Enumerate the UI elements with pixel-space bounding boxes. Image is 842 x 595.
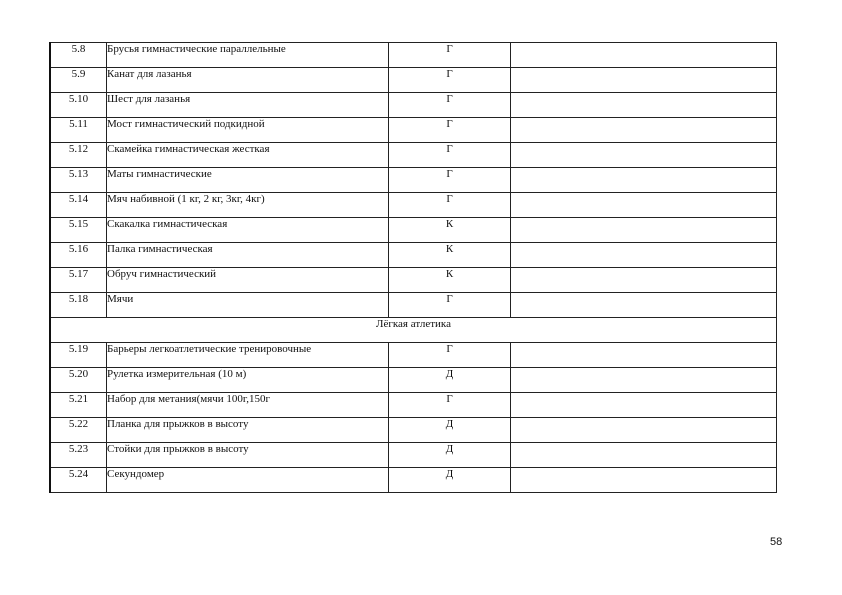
item-name: Обруч гимнастический	[107, 268, 389, 293]
table-row	[51, 43, 777, 68]
item-name: Брусья гимнастические параллельные	[107, 43, 389, 68]
table-row	[51, 143, 777, 168]
table-row	[51, 168, 777, 193]
row-number: 5.14	[51, 193, 107, 218]
notes-cell	[511, 93, 777, 118]
row-number: 5.20	[51, 368, 107, 393]
table-row	[51, 243, 777, 268]
item-name: Скакалка гимнастическая	[107, 218, 389, 243]
notes-cell	[511, 118, 777, 143]
table-row	[51, 343, 777, 368]
notes-cell	[511, 68, 777, 93]
row-number: 5.13	[51, 168, 107, 193]
row-number: 5.23	[51, 443, 107, 468]
item-name: Шест для лазанья	[107, 93, 389, 118]
item-name: Набор для метания(мячи 100г,150г	[107, 393, 389, 418]
item-name: Скамейка гимнастическая жесткая	[107, 143, 389, 168]
row-number: 5.15	[51, 218, 107, 243]
item-code: Г	[389, 68, 511, 93]
notes-cell	[511, 143, 777, 168]
row-number: 5.21	[51, 393, 107, 418]
page-number: 58	[770, 536, 783, 548]
section-title: Лёгкая атлетика	[51, 318, 777, 343]
row-number: 5.8	[51, 43, 107, 68]
item-name: Стойки для прыжков в высоту	[107, 443, 389, 468]
item-code: Г	[389, 293, 511, 318]
item-code: К	[389, 243, 511, 268]
row-number: 5.12	[51, 143, 107, 168]
notes-cell	[511, 343, 777, 368]
table-row	[51, 268, 777, 293]
notes-cell	[511, 443, 777, 468]
item-code: Г	[389, 193, 511, 218]
notes-cell	[511, 468, 777, 493]
item-name: Рулетка измерительная (10 м)	[107, 368, 389, 393]
item-name: Маты гимнастические	[107, 168, 389, 193]
item-code: Г	[389, 143, 511, 168]
item-name: Барьеры легкоатлетические тренировочные	[107, 343, 389, 368]
table-row	[51, 93, 777, 118]
row-number: 5.18	[51, 293, 107, 318]
item-code: К	[389, 218, 511, 243]
notes-cell	[511, 193, 777, 218]
item-name: Палка гимнастическая	[107, 243, 389, 268]
row-number: 5.9	[51, 68, 107, 93]
item-code: Д	[389, 468, 511, 493]
table-row	[51, 293, 777, 318]
left-margin-rule	[49, 42, 51, 493]
row-number: 5.24	[51, 468, 107, 493]
notes-cell	[511, 218, 777, 243]
notes-cell	[511, 368, 777, 393]
item-name: Мяч набивной (1 кг, 2 кг, 3кг, 4кг)	[107, 193, 389, 218]
item-name: Планка для прыжков в высоту	[107, 418, 389, 443]
table-row	[51, 218, 777, 243]
row-number: 5.16	[51, 243, 107, 268]
notes-cell	[511, 268, 777, 293]
item-name: Секундомер	[107, 468, 389, 493]
row-number: 5.11	[51, 118, 107, 143]
item-name: Мост гимнастический подкидной	[107, 118, 389, 143]
row-number: 5.22	[51, 418, 107, 443]
table-row	[51, 418, 777, 443]
table-body-athletics	[51, 343, 777, 493]
notes-cell	[511, 43, 777, 68]
notes-cell	[511, 243, 777, 268]
notes-cell	[511, 168, 777, 193]
section-row	[51, 318, 777, 343]
row-number: 5.17	[51, 268, 107, 293]
notes-cell	[511, 418, 777, 443]
notes-cell	[511, 293, 777, 318]
table-row	[51, 393, 777, 418]
equipment-table	[50, 42, 777, 493]
table-section-header	[51, 318, 777, 343]
table-row	[51, 443, 777, 468]
table-row	[51, 368, 777, 393]
item-code: К	[389, 268, 511, 293]
item-code: Г	[389, 118, 511, 143]
row-number: 5.10	[51, 93, 107, 118]
notes-cell	[511, 393, 777, 418]
table-row	[51, 118, 777, 143]
item-name: Канат для лазанья	[107, 68, 389, 93]
item-code: Д	[389, 418, 511, 443]
table-row	[51, 468, 777, 493]
item-name: Мячи	[107, 293, 389, 318]
table-row	[51, 68, 777, 93]
item-code: Г	[389, 168, 511, 193]
item-code: Г	[389, 43, 511, 68]
table-row	[51, 193, 777, 218]
table-body-gymnastics	[51, 43, 777, 318]
item-code: Г	[389, 393, 511, 418]
item-code: Г	[389, 93, 511, 118]
item-code: Д	[389, 443, 511, 468]
item-code: Г	[389, 343, 511, 368]
item-code: Д	[389, 368, 511, 393]
row-number: 5.19	[51, 343, 107, 368]
